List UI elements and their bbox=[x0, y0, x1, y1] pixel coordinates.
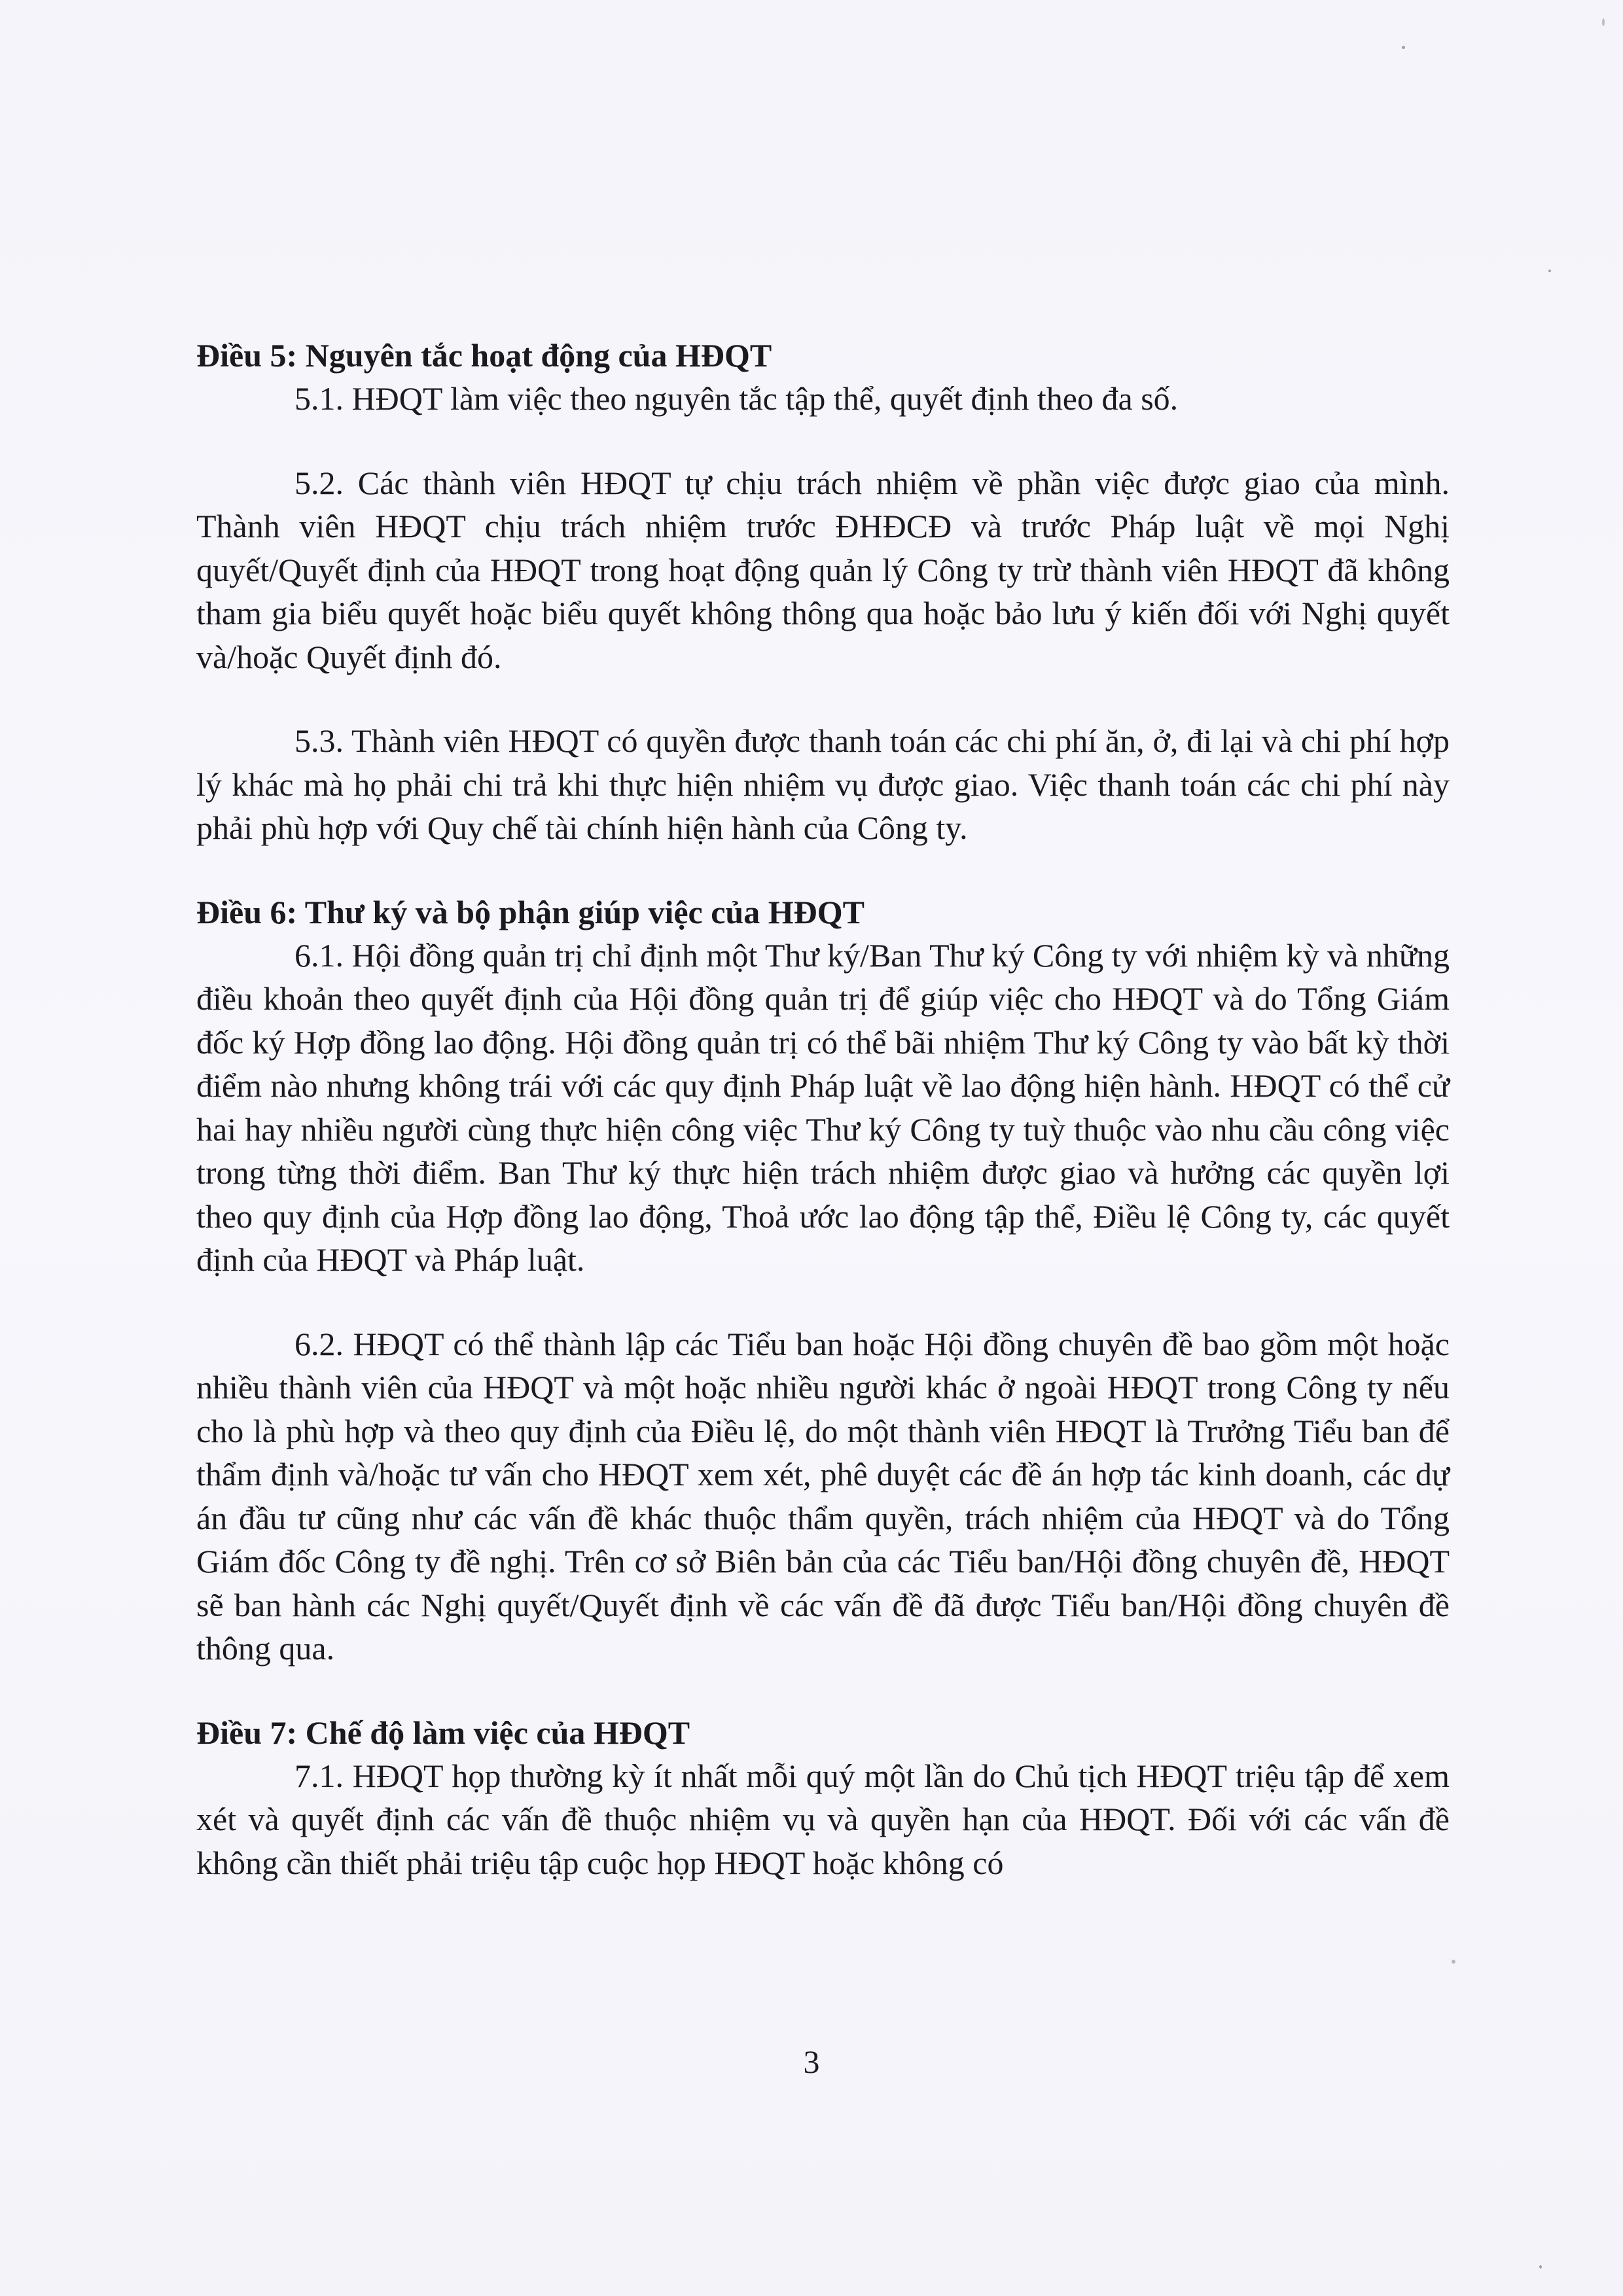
clause-7-1: 7.1. HĐQT họp thường kỳ ít nhất mỗi quý một lần do Chủ tịch HĐQT triệu tập để xem xét và quyết định các vấn đề thuộc nhiệm vụ và quyền hạn của HĐQT. Đối với các vấn đề không cần thiết phải triệu tập cuộc họp HĐQT hoặc không có bbox=[196, 1757, 1450, 1881]
scan-speck bbox=[1602, 18, 1605, 26]
scan-speck bbox=[1452, 1960, 1455, 1964]
document-body bbox=[196, 334, 1450, 1884]
article-6-heading: Điều 6: Thư ký và bộ phận giúp việc của HĐQT bbox=[196, 893, 865, 930]
clause-5-3: 5.3. Thành viên HĐQT có quyền được thanh toán các chi phí ăn, ở, đi lại và chi phí hợp lý khác mà họ phải chi trả khi thực hiện nhiệm vụ được giao. Việc thanh toán các chi phí này phải phù hợp với Quy chế tài chính hiện hành của Công ty. bbox=[196, 722, 1450, 846]
scan-speck bbox=[1402, 46, 1405, 49]
page-number: 3 bbox=[803, 2043, 820, 2080]
article-5-heading: Điều 5: Nguyên tắc hoạt động của HĐQT bbox=[196, 337, 772, 374]
scan-speck bbox=[1539, 2265, 1542, 2269]
clause-6-2: 6.2. HĐQT có thể thành lập các Tiểu ban hoặc Hội đồng chuyên đề bao gồm một hoặc nhiều thành viên của HĐQT và một hoặc nhiều người khác ở ngoài HĐQT trong Công ty nếu cho là phù hợp và theo quy định của Điều lệ, do một thành viên HĐQT là Trưởng Tiểu ban để thẩm định và/hoặc tư vấn cho HĐQT xem xét, phê duyệt các đề án hợp tác kinh doanh, các dự án đầu tư cũng như các vấn đề khác thuộc thẩm quyền, trách nhiệm của HĐQT và do Tổng Giám đốc Công ty đề nghị. Trên cơ sở Biên bản của các Tiểu ban/Hội đồng chuyên đề, HĐQT sẽ ban hành các Nghị quyết/Quyết định về các vấn đề đã được Tiểu ban/Hội đồng chuyên đề thông qua. bbox=[196, 1325, 1450, 1667]
article-7-heading: Điều 7: Chế độ làm việc của HĐQT bbox=[196, 1714, 690, 1751]
article-6 bbox=[196, 891, 1450, 1670]
clause-6-1: 6.1. Hội đồng quản trị chỉ định một Thư ký/Ban Thư ký Công ty với nhiệm kỳ và những điều khoản theo quyết định của Hội đồng quản trị để giúp việc cho HĐQT và do Tổng Giám đốc ký Hợp đồng lao động. Hội đồng quản trị có thể bãi nhiệm Thư ký Công ty vào bất kỳ thời điểm nào nhưng không trái với các quy định Pháp luật về lao động hiện hành. HĐQT có thể cử hai hay nhiều người cùng thực hiện công việc Thư ký Công ty tuỳ thuộc vào nhu cầu công việc trong từng thời điểm. Ban Thư ký thực hiện trách nhiệm được giao và hưởng các quyền lợi theo quy định của Hợp đồng lao động, Thoả ước lao động tập thể, Điều lệ Công ty, các quyết định của HĐQT và Pháp luật. bbox=[196, 936, 1450, 1278]
article-7 bbox=[196, 1711, 1450, 1885]
clause-5-1: 5.1. HĐQT làm việc theo nguyên tắc tập thể, quyết định theo đa số. bbox=[294, 380, 1179, 417]
clause-5-2: 5.2. Các thành viên HĐQT tự chịu trách nhiệm về phần việc được giao của mình. Thành viên HĐQT chịu trách nhiệm trước ĐHĐCĐ và trước Pháp luật về mọi Nghị quyết/Quyết định của HĐQT trong hoạt động quản lý Công ty trừ thành viên HĐQT đã không tham gia biểu quyết hoặc biểu quyết không thông qua hoặc bảo lưu ý kiến đối với Nghị quyết và/hoặc Quyết định đó. bbox=[196, 464, 1450, 675]
article-5 bbox=[196, 334, 1450, 850]
scan-speck bbox=[1548, 270, 1551, 272]
